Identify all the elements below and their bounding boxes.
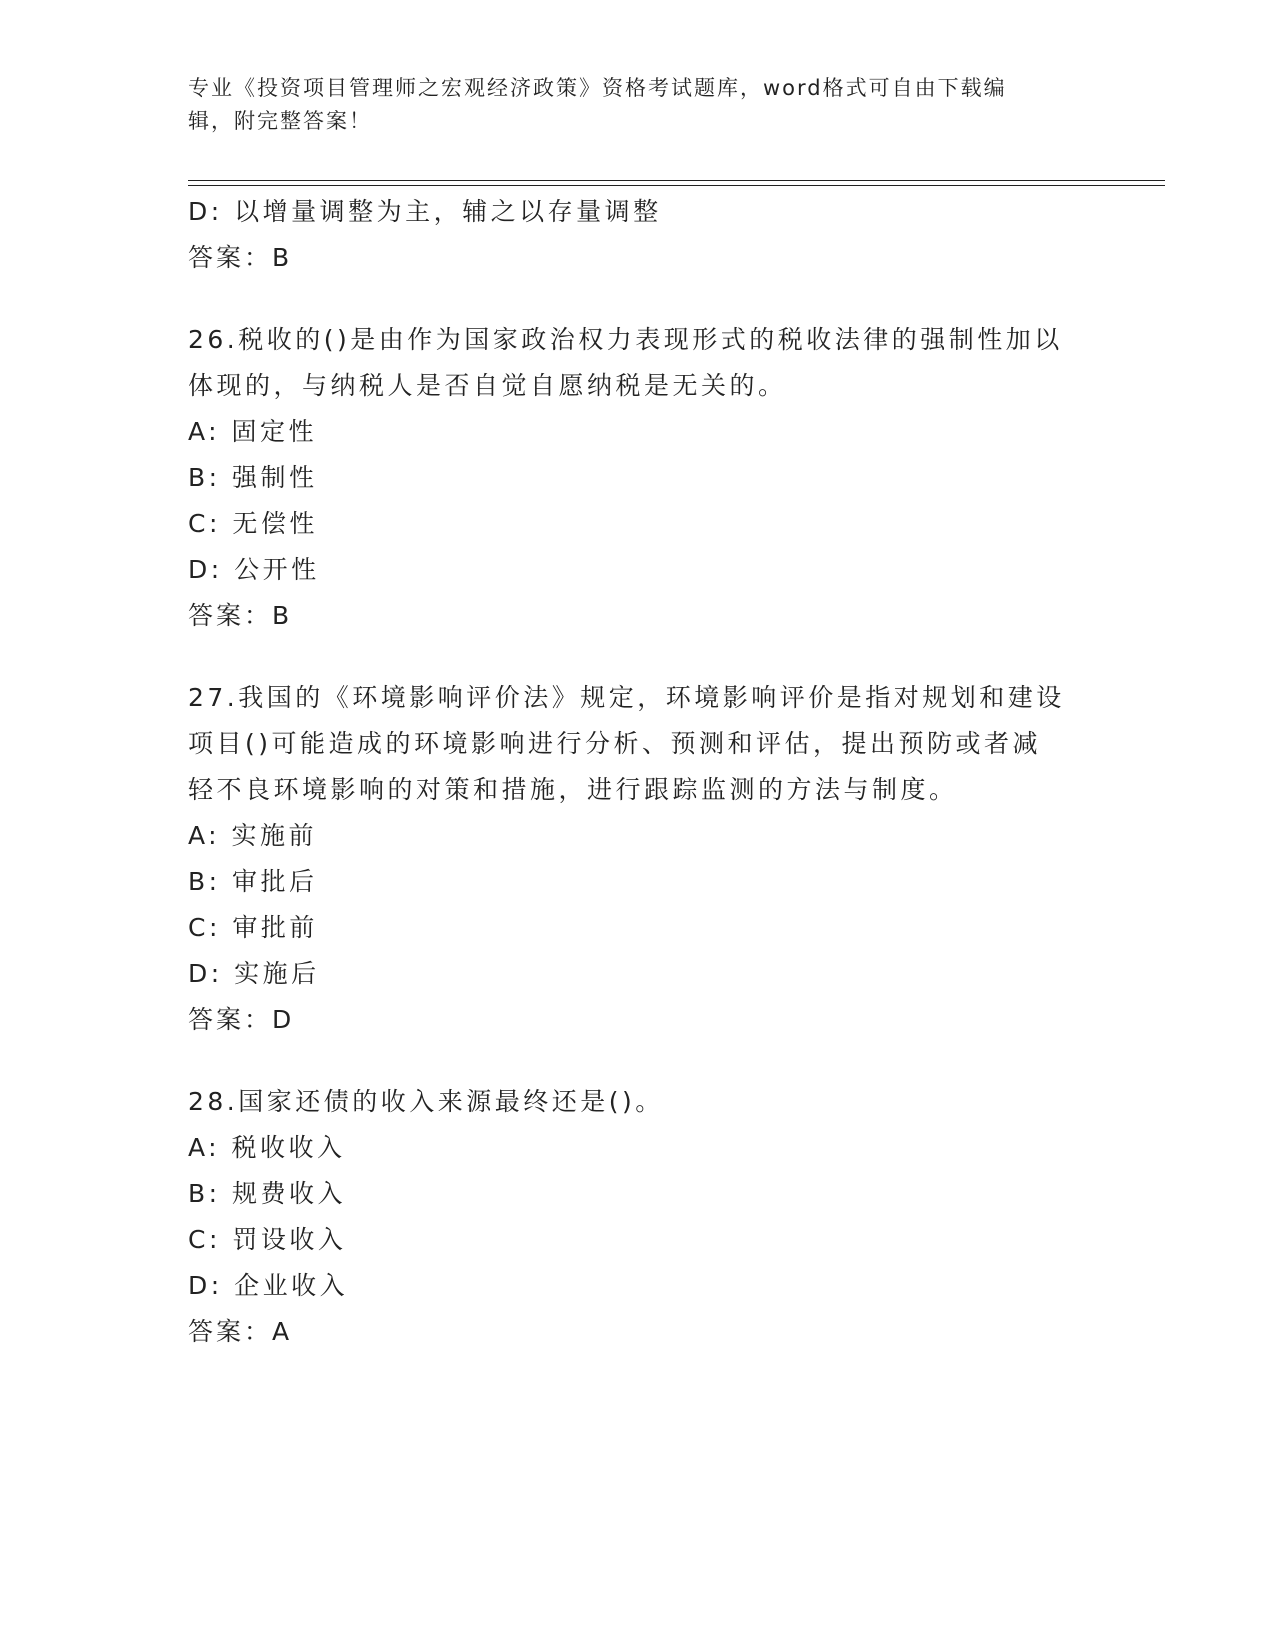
header-divider-top bbox=[188, 180, 1165, 181]
question-28 bbox=[188, 1079, 1088, 1355]
option-b: B: 规费收入 bbox=[188, 1179, 347, 1208]
option-a: A: 实施前 bbox=[188, 821, 318, 850]
option-b: B: 审批后 bbox=[188, 867, 318, 896]
document-header bbox=[188, 72, 1078, 138]
option-c: C: 审批前 bbox=[188, 913, 318, 942]
option-c: C: 无偿性 bbox=[188, 509, 318, 538]
question-stem: 轻不良环境影响的对策和措施，进行跟踪监测的方法与制度。 bbox=[188, 775, 958, 804]
header-divider-bottom bbox=[188, 185, 1165, 186]
answer-line: 答案：D bbox=[188, 1005, 295, 1034]
answer-line: 答案：B bbox=[188, 601, 293, 630]
question-stem: 28.国家还债的收入来源最终还是()。 bbox=[188, 1087, 664, 1116]
question-stem: 项目()可能造成的环境影响进行分析、预测和评估，提出预防或者减 bbox=[188, 729, 1042, 758]
question-stem: 体现的，与纳税人是否自觉自愿纳税是无关的。 bbox=[188, 371, 787, 400]
option-a: A: 固定性 bbox=[188, 417, 318, 446]
question-stem: 27.我国的《环境影响评价法》规定，环境影响评价是指对规划和建设 bbox=[188, 683, 1065, 712]
question-27 bbox=[188, 675, 1088, 1043]
question-26 bbox=[188, 317, 1088, 639]
previous-question-tail bbox=[188, 189, 1088, 281]
question-content bbox=[188, 189, 1088, 1355]
header-line-1: 专业《投资项目管理师之宏观经济政策》资格考试题库，word格式可自由下载编 bbox=[188, 76, 1007, 100]
answer-line: 答案：B bbox=[188, 243, 293, 272]
option-d: D: 企业收入 bbox=[188, 1271, 349, 1300]
option-d: D: 公开性 bbox=[188, 555, 320, 584]
option-b: B: 强制性 bbox=[188, 463, 318, 492]
option-d: D: 以增量调整为主，辅之以存量调整 bbox=[188, 197, 662, 226]
option-d: D: 实施后 bbox=[188, 959, 320, 988]
option-c: C: 罚设收入 bbox=[188, 1225, 347, 1254]
option-a: A: 税收收入 bbox=[188, 1133, 346, 1162]
header-line-2: 辑，附完整答案！ bbox=[188, 109, 372, 133]
question-stem: 26.税收的()是由作为国家政治权力表现形式的税收法律的强制性加以 bbox=[188, 325, 1063, 354]
answer-line: 答案：A bbox=[188, 1317, 293, 1346]
